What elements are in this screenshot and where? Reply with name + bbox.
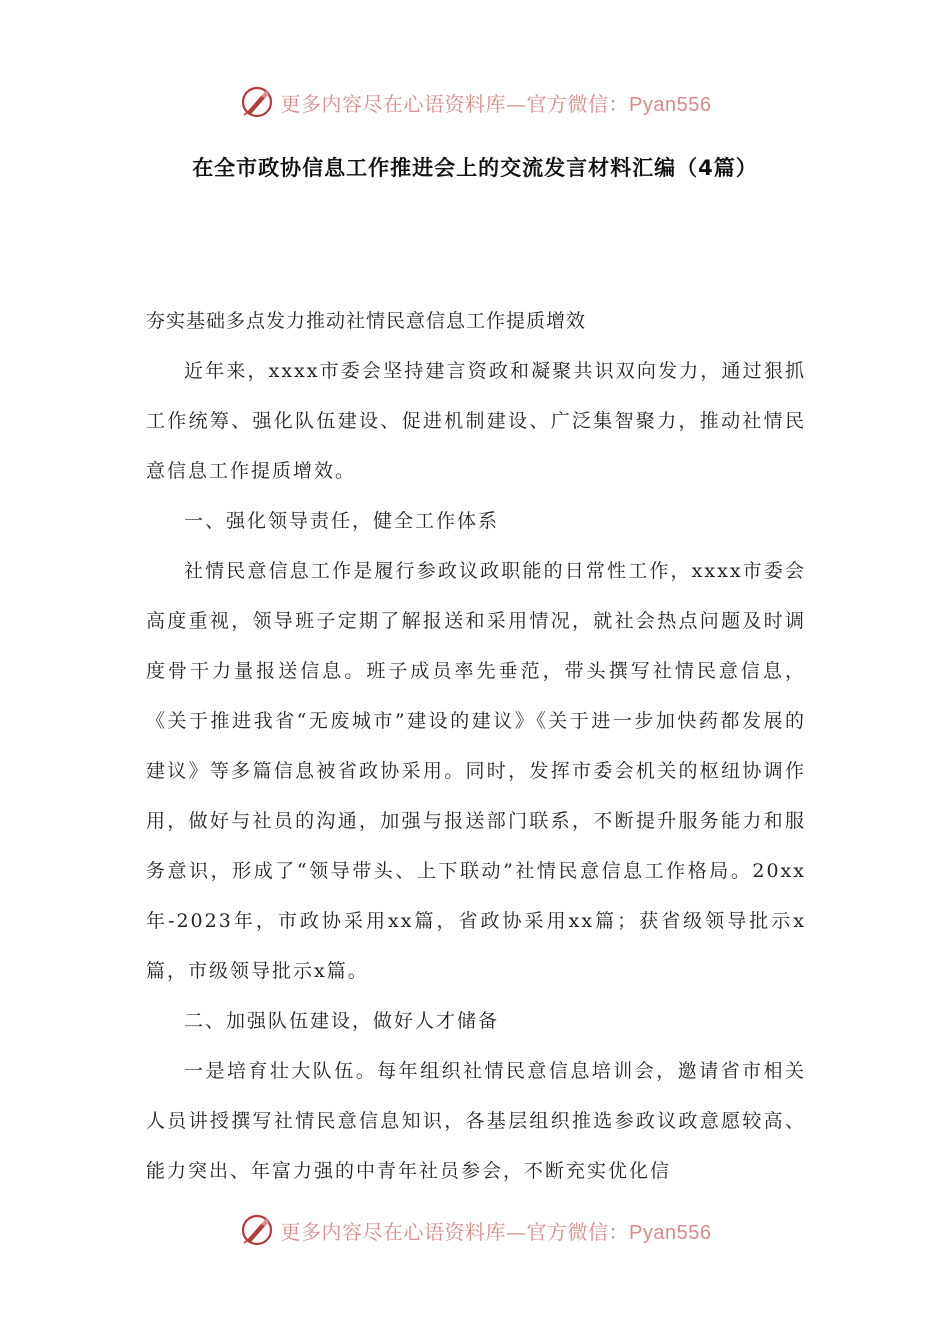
pen-circle-logo-icon: [239, 1212, 275, 1248]
watermark-text: 更多内容尽在心语资料库—官方微信：Pyan556: [280, 91, 712, 116]
pen-circle-logo-icon: [239, 84, 275, 120]
watermark-account: Pyan556: [629, 93, 712, 116]
watermark-account: Pyan556: [629, 1221, 712, 1244]
article-subtitle: 夯实基础多点发力推动社情民意信息工作提质增效: [146, 310, 587, 332]
paragraph-intro: 近年来，xxxx市委会坚持建言资政和凝聚共识双向发力，通过狠抓工作统筹、强化队伍建设、促进机制建设、广泛集智聚力，推动社情民意信息工作提质增效。: [146, 360, 806, 482]
footer-watermark: [0, 1208, 950, 1252]
document-title: 在全市政协信息工作推进会上的交流发言材料汇编（4篇）: [192, 156, 758, 180]
watermark-text: 更多内容尽在心语资料库—官方微信：Pyan556: [280, 1219, 712, 1244]
document-body: [146, 296, 806, 1196]
section-heading-2: 二、加强队伍建设，做好人才储备: [184, 1010, 500, 1032]
section-heading-1: 一、强化领导责任，健全工作体系: [184, 510, 500, 532]
header-watermark: [0, 80, 950, 124]
paragraph-section-1: 社情民意信息工作是履行参政议政职能的日常性工作，xxxx市委会高度重视，领导班子定期了解报送和采用情况，就社会热点问题及时调度骨干力量报送信息。班子成员率先垂范，带头撰写社情民意信息，《关于推进我省“无废城市”建设的建议》《关于进一步加快药都发展的建议》等多篇信息被省政协采用。同时，发挥市委会机关的枢纽协调作用，做好与社员的沟通，加强与报送部门联系，不断提升服务能力和服务意识，形成了“领导带头、上下联动”社情民意信息工作格局。20xx年-2023年，市政协采用xx篇，省政协采用xx篇；获省级领导批示x篇，市级领导批示x篇。: [146, 560, 806, 982]
paragraph-section-2: 一是培育壮大队伍。每年组织社情民意信息培训会，邀请省市相关人员讲授撰写社情民意信息知识，各基层组织推选参政议政意愿较高、能力突出、年富力强的中青年社员参会，不断充实优化信: [146, 1060, 806, 1182]
